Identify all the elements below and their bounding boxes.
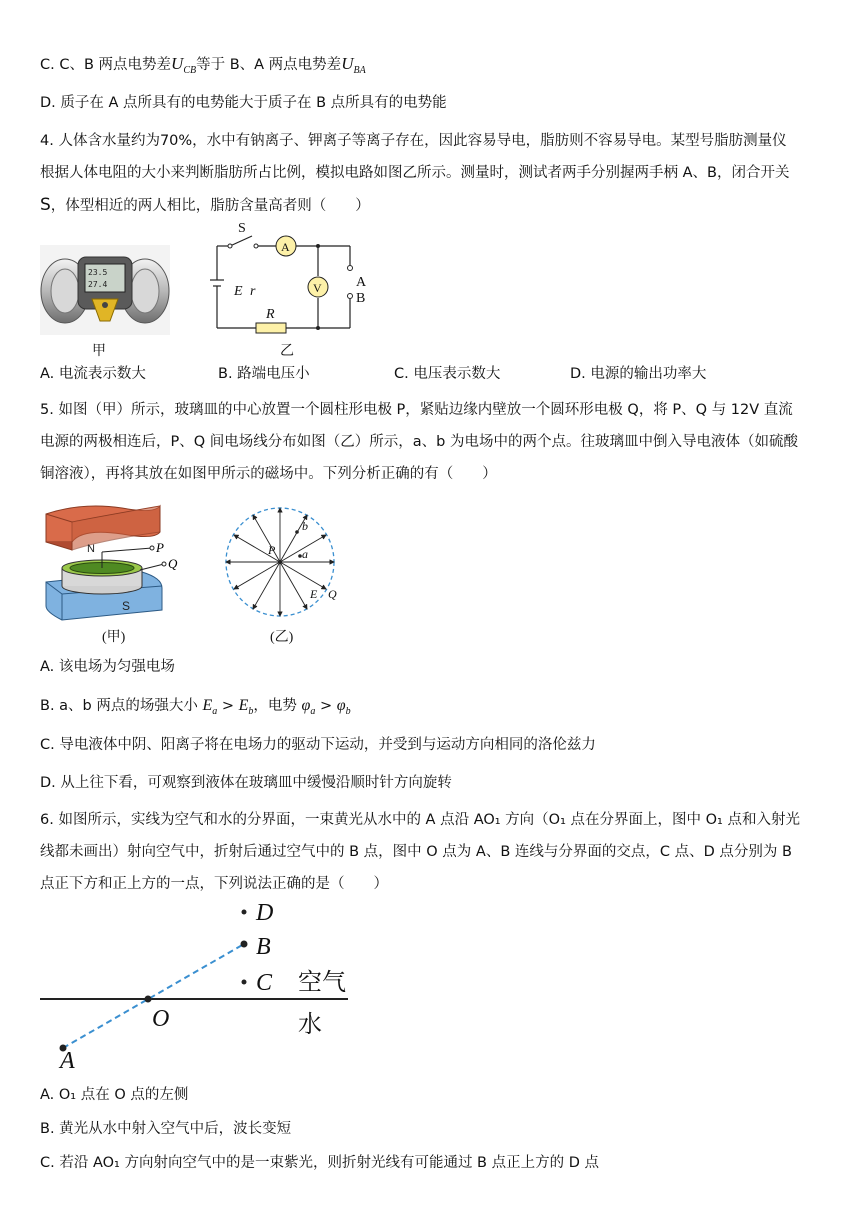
label-water: 水 <box>298 1010 322 1038</box>
q4-fig-yi-caption: 乙 <box>280 343 294 359</box>
label-field-e: E <box>310 587 318 601</box>
label-resistor-r: R <box>266 307 275 322</box>
fat-meter-device-figure <box>40 245 170 335</box>
q6-stem-line2: 线都未画出）射向空气中，折射后通过空气中的 B 点，图中 O 点为 A、B 连线与分界面的交点，C 点、D 点分别为 B <box>40 844 792 860</box>
q3-option-d: D. 质子在 A 点所具有的电势能大于质子在 B 点所具有的电势能 <box>40 95 447 111</box>
label-point-a: A <box>60 1048 75 1074</box>
label-electrode-p: P <box>156 540 164 555</box>
q4-stem-line1: 4. 人体含水量约为70%，水中有钠离子、钾离子等离子存在，因此容易导电，脂肪则不容易导电。某型号脂肪测量仪 <box>40 133 787 149</box>
label-ring-q: Q <box>328 587 337 601</box>
voltmeter-icon: V <box>313 281 322 295</box>
q6-stem-line3: 点正下方和正上方的一点，下列说法正确的是（ ） <box>40 876 388 892</box>
label-point-b: B <box>256 934 271 960</box>
radial-field-figure <box>222 506 346 626</box>
q6-option-b: B. 黄光从水中射入空气中后，波长变短 <box>40 1121 292 1137</box>
label-switch-s: S <box>238 221 246 236</box>
q5-fig-jia-caption: (甲) <box>102 630 126 645</box>
label-electrode-q: Q <box>168 556 178 571</box>
q4-option-b: B. 路端电压小 <box>218 366 310 382</box>
label-r: r <box>250 284 256 299</box>
q5-fig-yi-caption: (乙) <box>270 630 294 645</box>
label-point-c: C <box>256 970 273 996</box>
q5-stem-line2: 电源的两极相连后，P、Q 间电场线分布如图（乙）所示，a、b 为电场中的两个点。往玻璃皿中倒入导电液体（如硫酸 <box>40 434 798 450</box>
q6-option-c: C. 若沿 AO₁ 方向射向空气中的是一束紫光，则折射光线有可能通过 B 点正上方的 D 点 <box>40 1155 599 1171</box>
label-point-o: O <box>152 1006 170 1032</box>
q5-option-b: B. a、b 两点的场强大小 $E_a > E_b$，电势 $\varphi_a > \varphi_b$ <box>40 697 351 717</box>
q4-stem-line3: S，体型相近的两人相比，脂肪含量高者则（ ） <box>40 195 370 215</box>
q4-option-d: D. 电源的输出功率大 <box>570 366 707 382</box>
label-point-a: a <box>302 547 308 561</box>
label-terminal-b: B <box>356 291 366 306</box>
q4-fig-jia-caption: 甲 <box>92 343 106 359</box>
q5-option-a: A. 该电场为匀强电场 <box>40 659 175 675</box>
q5-option-c: C. 导电液体中阴、阳离子将在电场力的驱动下运动，并受到与运动方向相同的洛伦兹力 <box>40 737 596 753</box>
q4-option-c: C. 电压表示数大 <box>394 366 501 382</box>
q5-stem-line3: 铜溶液），再将其放在如图甲所示的磁场中。下列分析正确的有（ ） <box>40 466 497 482</box>
device-readout-2: 27.4 <box>88 280 108 289</box>
q6-option-a: A. O₁ 点在 O 点的左侧 <box>40 1087 189 1103</box>
q4-option-a: A. 电流表示数大 <box>40 366 146 382</box>
label-magnet-n: N <box>87 543 95 555</box>
circuit-diagram <box>200 218 390 343</box>
q5-stem-line1: 5. 如图（甲）所示，玻璃皿的中心放置一个圆柱形电极 P，紧贴边缘内壁放一个圆环形电极 Q，将 P、Q 与 12V 直流 <box>40 402 793 418</box>
q4-stem-line2: 根据人体电阻的大小来判断脂肪所占比例，模拟电路如图乙所示。测量时，测试者两手分别握两手柄 A、B，闭合开关 <box>40 165 790 181</box>
ammeter-icon: A <box>281 240 290 254</box>
label-center-p: P <box>268 543 276 557</box>
q3-option-c: C. C、B 两点电势差$U_{CB}$等于 B、A 两点电势差$U_{BA}$ <box>40 54 366 76</box>
label-magnet-s: S <box>122 599 131 613</box>
magnet-dish-figure <box>42 502 202 627</box>
label-point-d: D <box>256 900 274 926</box>
device-readout-1: 23.5 <box>88 268 108 277</box>
label-emf-e: E <box>234 284 243 299</box>
label-terminal-a: A <box>356 275 367 290</box>
q6-stem-line1: 6. 如图所示，实线为空气和水的分界面，一束黄光从水中的 A 点沿 AO₁ 方向（O₁ 点在分界面上，图中 O₁ 点和入射光 <box>40 812 800 828</box>
label-air: 空气 <box>298 968 346 996</box>
q5-option-d: D. 从上往下看，可观察到液体在玻璃皿中缓慢沿顺时针方向旋转 <box>40 775 452 791</box>
refraction-figure <box>36 896 376 1076</box>
label-point-b: b <box>302 519 308 533</box>
